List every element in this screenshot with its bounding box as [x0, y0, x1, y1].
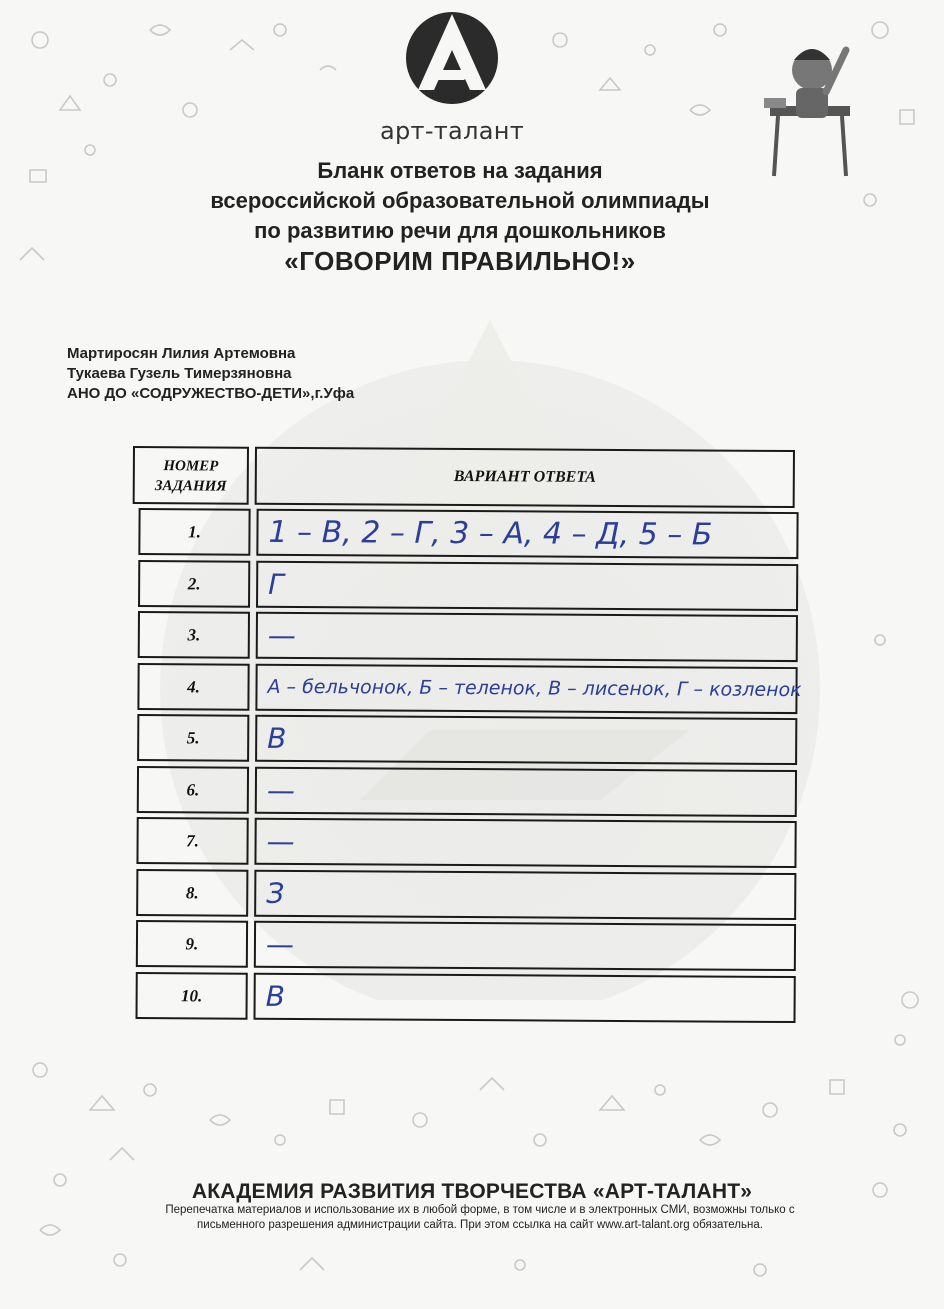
sheet-title: [0, 156, 920, 276]
title-olympiad-name: «ГОВОРИМ ПРАВИЛЬНО!»: [284, 246, 636, 276]
answer-cell: —: [256, 612, 798, 662]
title-line-1: Бланк ответов на задания: [317, 158, 603, 183]
task-number-cell: 5.: [137, 714, 249, 762]
footer-copyright-note: [110, 1203, 850, 1233]
task-number-cell: 8.: [136, 869, 248, 917]
answer-table: [129, 446, 807, 1028]
task-number-cell: 6.: [137, 766, 249, 814]
answer-cell: —: [254, 921, 796, 971]
task-number-cell: 3.: [138, 611, 250, 659]
author-2: Тукаева Гузель Тимерзяновна: [67, 365, 292, 382]
header-task-number: [133, 446, 249, 505]
header-num-line-2: ЗАДАНИЯ: [154, 478, 227, 495]
organization: АНО ДО «СОДРУЖЕСТВО-ДЕТИ»,г.Уфа: [67, 385, 355, 402]
answer-cell: Г: [256, 560, 798, 610]
header-answer-variant: ВАРИАНТ ОТВЕТА: [255, 447, 795, 508]
header-num-line-1: НОМЕР: [163, 458, 219, 475]
answer-cell: 1 – В, 2 – Г, 3 – А, 4 – Д, 5 – Б: [256, 509, 798, 559]
footer-title: АКАДЕМИЯ РАЗВИТИЯ ТВОРЧЕСТВА «АРТ-ТАЛАНТ»: [191, 1180, 753, 1203]
author-1: Мартиросян Лилия Артемовна: [67, 345, 296, 362]
answer-cell: В: [254, 972, 796, 1022]
task-number-cell: 10.: [136, 972, 248, 1020]
answer-cell: В: [255, 715, 797, 765]
task-number-cell: 7.: [136, 817, 248, 865]
answer-cell: —: [254, 818, 796, 868]
task-number-cell: 1.: [138, 508, 250, 556]
answer-cell: З: [254, 869, 796, 919]
task-number-cell: 9.: [136, 920, 248, 968]
title-line-2: всероссийской образовательной олимпиады: [210, 188, 710, 213]
task-number-cell: 2.: [138, 560, 250, 608]
authors-block: [67, 344, 354, 404]
footer-note-line-2: письменного разрешения администрации сайта. При этом ссылка на сайт www.art-talant.org обязательна.: [197, 1219, 763, 1231]
task-number-cell: 4.: [137, 663, 249, 711]
brand-logo: [404, 4, 500, 112]
title-line-3: по развитию речи для дошкольников: [254, 218, 666, 243]
brand-name: арт-талант: [380, 117, 524, 145]
answer-cell: —: [255, 766, 797, 816]
footer-note-line-1: Перепечатка материалов и использование их в любой форме, в том числе и в электронных СМИ, возможны только с: [165, 1204, 795, 1216]
answer-cell: А – бельчонок, Б – теленок, В – лисенок, Г – козленок: [255, 663, 797, 713]
